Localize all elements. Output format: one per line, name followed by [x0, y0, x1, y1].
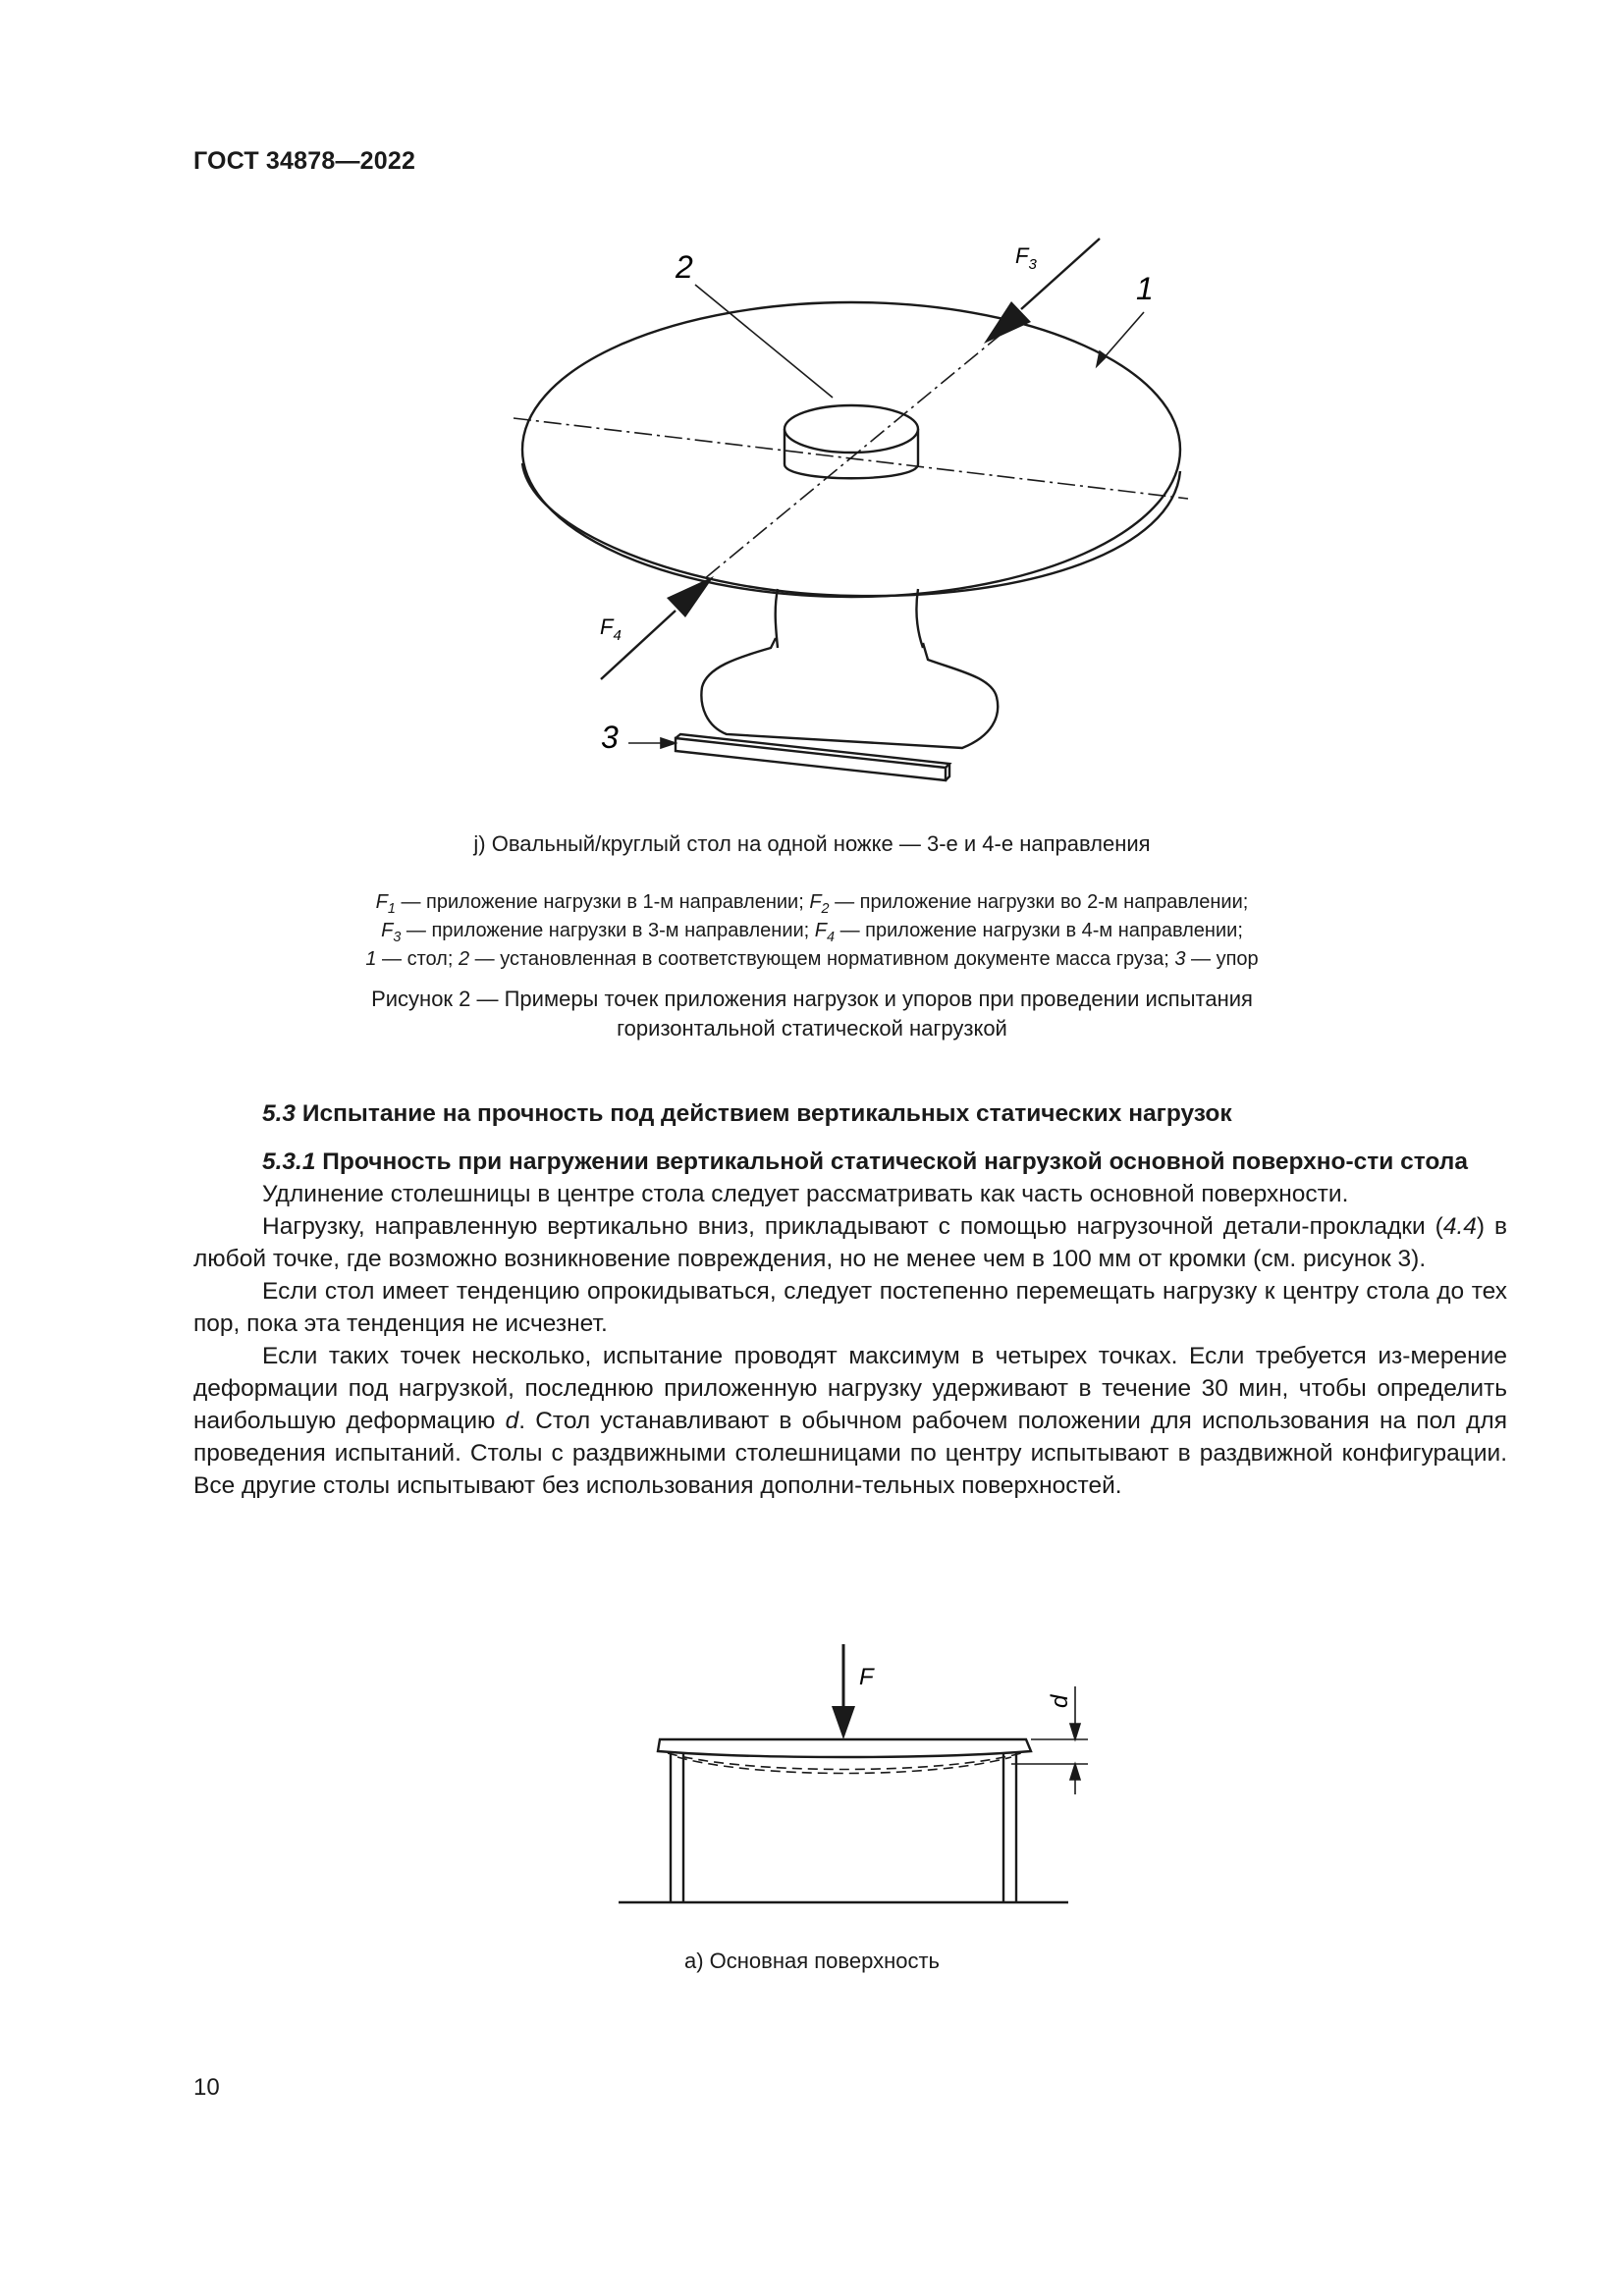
table-leg-right — [1003, 1753, 1016, 1902]
figure-caption-a: а) Основная поверхность — [683, 1949, 940, 1973]
legend-line-2: $F_3$ — приложение нагрузки в 3-м направлении; $F_4$ — приложение нагрузки в 4-м направлении; — [381, 920, 1243, 946]
leader-2 — [695, 285, 833, 398]
paragraph-2: Нагрузку, направленную вертикально вниз, прикладывают с помощью нагрузочной детали-прокладки (4.4) в любой точке, где возможно возникновение повреждения, но не менее чем в 100 мм от кромки (см. рисунок 3). — [193, 1213, 1507, 1272]
heading-5-3-1: 5.3.1 Прочность при нагружении вертикальной статической нагрузкой основной поверхно-сти стола — [262, 1148, 1468, 1175]
force-f3-arrow — [984, 239, 1100, 344]
document-code: ГОСТ 34878—2022 — [193, 147, 416, 175]
paragraph-3: Если стол имеет тенденцию опрокидываться, следует постепенно перемещать нагрузку к центру стола до тех пор, пока эта тенденция не исчезнет. — [193, 1278, 1507, 1337]
stopper-bar — [676, 734, 949, 780]
table-base — [701, 638, 998, 748]
label-f4: $F_4$ — [600, 614, 622, 644]
heading-5-3: 5.3 Испытание на прочность под действием вертикальных статических нагрузок — [262, 1100, 1232, 1127]
label-deflection: d — [1047, 1694, 1073, 1708]
figure-title-line-1: Рисунок 2 — Примеры точек приложения нагрузок и упоров при проведении испытания — [371, 987, 1253, 1011]
paragraph-4: Если таких точек несколько, испытание проводят максимум в четырех точках. Если требуется из-мерение деформации под нагрузкой, последнюю приложенную нагрузку удерживают в течение 30 мин, чтобы определить наибольшую деформацию d. Стол устанавливают в обычном рабочем положении для использования на пол для проведения испытаний. Столы с раздвижными столешницами по центру испытывают в раздвижной конфигурации. Все другие столы испытывают без использования дополни-тельных поверхностей. — [193, 1343, 1507, 1499]
figure-legend — [0, 889, 1624, 973]
tabletop-slab — [658, 1739, 1031, 1757]
label-3: 3 — [601, 720, 619, 755]
force-f-arrow — [832, 1644, 855, 1739]
figure-round-table — [0, 0, 1624, 825]
figure-title-line-2: горизонтальной статической нагрузкой — [617, 1016, 1007, 1041]
label-force: F — [859, 1664, 874, 1690]
page-number: 10 — [193, 2074, 220, 2101]
table-leg-left — [671, 1753, 683, 1902]
centerline-diagonal — [704, 334, 1001, 579]
figure-caption-j: j) Овальный/круглый стол на одной ножке — 3-е и 4-е направления — [473, 831, 1151, 856]
paragraph-1: Удлинение столешницы в центре стола следует рассматривать как часть основной поверхности. — [262, 1181, 1349, 1207]
tabletop-edge — [522, 463, 1180, 596]
figure-table-deflection — [0, 1629, 1624, 1944]
label-f3: $F_3$ — [1015, 243, 1037, 273]
figure-title — [0, 985, 1624, 1043]
section-5-3-1-block — [193, 1146, 1507, 1502]
label-2: 2 — [676, 249, 693, 285]
section-5-3-block — [193, 1097, 1507, 1130]
legend-line-3: 1 — стол; 2 — установленная в соответствующем нормативном документе масса груза; 3 — упор — [365, 948, 1259, 970]
legend-line-1: $F_1$ — приложение нагрузки в 1-м направлении; $F_2$ — приложение нагрузки во 2-м направлении; — [375, 891, 1249, 918]
label-1: 1 — [1136, 271, 1154, 306]
